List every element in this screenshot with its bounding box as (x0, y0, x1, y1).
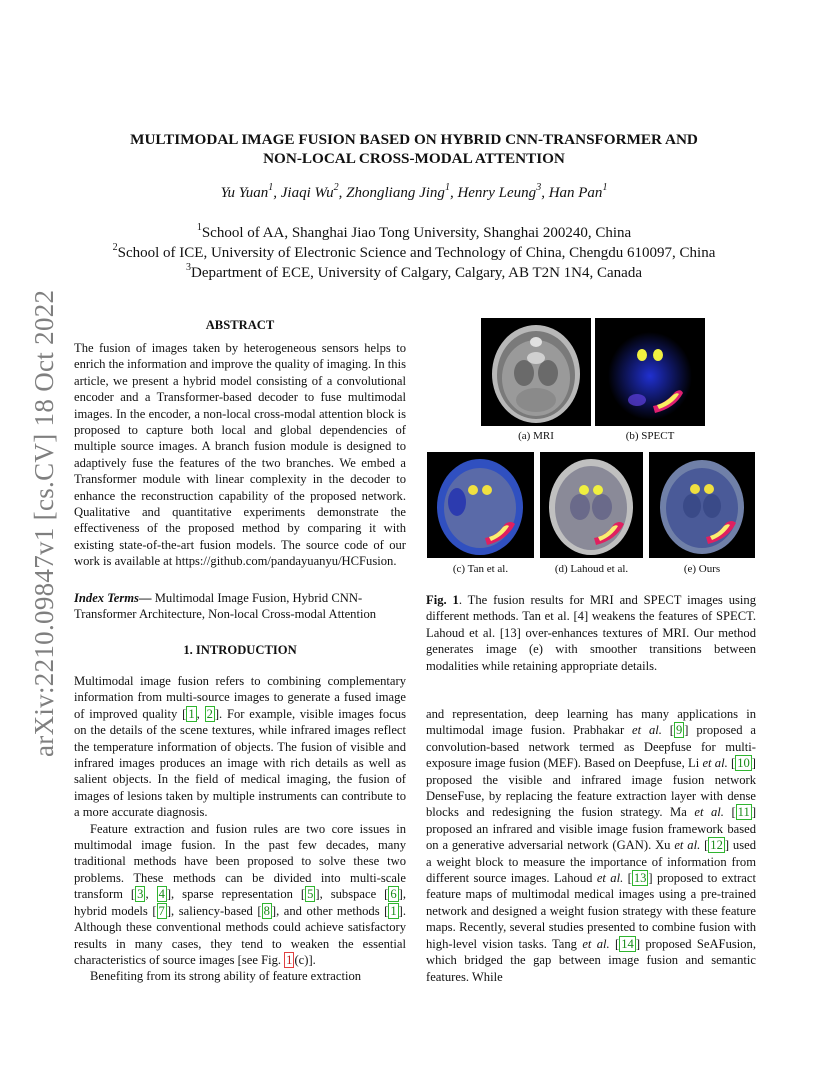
intro-paragraph-3: Benefiting from its strong ability of feature extraction (90, 969, 362, 984)
intro-paragraph-1: Multimodal image fusion refers to combining complementary information from multi-source images to generate a fused image of improved quality [ 1 , 2 ]. For example, visible images focus on the details of the scene textures, while infrared images reflect the temperature information of objects. The fusion of visible and infrared images produces an image with rich details as well as salient objects. In the field of medical imaging, the fusion of images of lesions taken by multiple instruments can contribute to a more accurate diagnosis. (74, 674, 407, 820)
abstract-heading: ABSTRACT (205, 318, 275, 332)
figure-1-caption (426, 592, 756, 674)
arxiv-identifier: arXiv:2210.09847v1 [cs.CV] 18 Oct 2022 (29, 289, 59, 757)
affiliation-number: 2 (112, 242, 118, 253)
author-affiliation-mark: 2 (333, 182, 339, 193)
citation-link[interactable]: 10 (737, 756, 750, 771)
citation-link[interactable]: 9 (676, 723, 683, 738)
abstract-text: The fusion of images taken by heterogeneous sensors helps to enrich the information and improve the quality of imaging. In this article, we present a hybrid model consisting of a convolutional encoder and a Transformer-based decoder to fuse multimodal images. In the encoder, a non-local cross-modal attention block is proposed to capture both local and global dependencies of multiple source images. A branch fusion module is designed to adaptively fuse the features of the two branches. We embed a Transformer module with linear complexity in the decoder to enhance the reconstruction capability of the proposed network. Qualitative and quantitative experiments demonstrate the effectiveness of the proposed method by comparing it with existing state-of-the-art fusion models. The source code of our work is available at https://github.com/pandayuanyu/HCFusion. (74, 341, 406, 569)
citation-link[interactable]: 7 (158, 903, 165, 918)
subcaption-e: (e) Ours (683, 563, 721, 575)
affiliation-list (74, 223, 754, 283)
subcaption-c: (c) Tan et al. (452, 563, 509, 575)
ours-fusion-image (649, 452, 755, 558)
intro-paragraph-2: Feature extraction and fusion rules are two core issues in multimodal image fusion. In the past few decades, many traditional methods have been proposed to solve these two problems. These methods can be divided into multi-scale transform [ 3 , 4 ], sparse representation [ 5 ], subspace [ 6 ], hybrid models [ 7 ], saliency-based [ 8 ], and other methods [ 1 ]. Although these conventional methods could achieve satisfactory results in many cases, they tend to weaken the essential characteristics of source images [see Fig. 1 (c)]. (74, 821, 407, 967)
title-line-2: NON-LOCAL CROSS-MODAL ATTENTION (263, 150, 565, 167)
tan-fusion-image (427, 452, 534, 558)
affiliation-text: School of ICE, University of Electronic Science and Technology of China, Chengdu 610097, China (117, 245, 716, 261)
index-terms-label: Index Terms— (74, 591, 152, 605)
citation-link[interactable]: 2 (206, 706, 213, 721)
intro-paragraph-4: and representation, deep learning has many applications in multimodal image fusion. Prabhakar et al. [ 9 ] proposed a convolution-based network termed as Deepfuse for multi-exposure image fusion (MEF). Based on Deepfuse, Li et al. [ 10 ] proposed the visible and infrared image fusion network DenseFuse, by replacing the feature extraction layer with dense blocks and redesigning the fusion strategy. Ma et al. [ 11 ] proposed an infrared and visible image fusion framework based on a generative adversarial network (GAN). Xu et al. [ 12 ] used a weight block to measure the importance of information from different source images. Lahoud et al. [ 13 ] proposed to extract feature maps of multimodal medical images using a pre-trained network and designed a weight fusion strategy with these feature maps. Recently, several studies presented to combine fusion with high-level vision tasks. Tang et al. [ 14 ] proposed SeAFusion, which bridged the gap between image fusion and semantic features. While (426, 707, 757, 984)
citation-link[interactable]: 6 (390, 887, 397, 902)
affiliation-text: Department of ECE, University of Calgary, Calgary, AB T2N 1N4, Canada (190, 265, 642, 281)
affiliation (74, 263, 754, 283)
citation-link[interactable]: 14 (621, 936, 634, 951)
author-separator: , (541, 185, 549, 201)
abstract-body (74, 340, 406, 570)
affiliation-number: 1 (196, 222, 202, 233)
subcaption-b: (b) SPECT (625, 430, 675, 442)
index-terms-text: Multimodal Image Fusion, Hybrid CNN-Transformer Architecture, Non-local Cross-modal Attention (74, 591, 377, 622)
introduction-heading: 1. INTRODUCTION (183, 643, 297, 657)
author-separator: , (449, 185, 458, 201)
affiliation-number: 3 (185, 262, 191, 273)
spect-image (595, 318, 705, 426)
citation-link[interactable]: 1 (390, 903, 397, 918)
introduction-body-continued (426, 706, 756, 985)
author-list (80, 182, 748, 202)
author-name: Jiaqi Wu (280, 185, 334, 201)
author-affiliation-mark: 1 (268, 182, 274, 193)
introduction-body (74, 673, 406, 985)
author-affiliation-mark: 1 (444, 182, 450, 193)
lahoud-fusion-image (540, 452, 643, 558)
author-affiliation-mark: 3 (536, 182, 542, 193)
citation-link[interactable]: 8 (263, 903, 270, 918)
mri-image (481, 318, 591, 426)
citation-link[interactable]: 3 (137, 887, 144, 902)
index-terms (74, 590, 406, 623)
citation-link[interactable]: 11 (737, 805, 750, 820)
author-separator: , (273, 185, 281, 201)
figure-reference-link[interactable]: 1 (286, 952, 293, 967)
paper-title (80, 130, 748, 168)
figure-caption-label: Fig. 1 (426, 593, 459, 607)
affiliation (74, 223, 754, 243)
author-affiliation-mark: 1 (602, 182, 608, 193)
subcaption-a: (a) MRI (518, 430, 554, 442)
author-name: Yu Yuan (220, 185, 269, 201)
author-name: Zhongliang Jing (346, 185, 445, 201)
author-separator: , (338, 185, 347, 201)
citation-link[interactable]: 5 (307, 887, 314, 902)
figure-caption-text: . The fusion results for MRI and SPECT images using different methods. Tan et al. [4] weakens the features of SPECT. Lahoud et al. [13] over-enhances textures of MRI. Our method generates image (e) with smoother transitions between modalities while retaining appropriate details. (426, 593, 756, 673)
affiliation (74, 243, 754, 263)
author-name: Henry Leung (457, 185, 537, 201)
citation-link[interactable]: 4 (158, 887, 165, 902)
title-line-1: MULTIMODAL IMAGE FUSION BASED ON HYBRID CNN-TRANSFORMER AND (130, 131, 698, 148)
affiliation-text: School of AA, Shanghai Jiao Tong University, Shanghai 200240, China (201, 225, 632, 241)
citation-link[interactable]: 1 (188, 706, 195, 721)
subcaption-d: (d) Lahoud et al. (554, 563, 629, 575)
citation-link[interactable]: 13 (633, 871, 647, 886)
author-name: Han Pan (548, 185, 603, 201)
citation-link[interactable]: 12 (710, 838, 723, 853)
